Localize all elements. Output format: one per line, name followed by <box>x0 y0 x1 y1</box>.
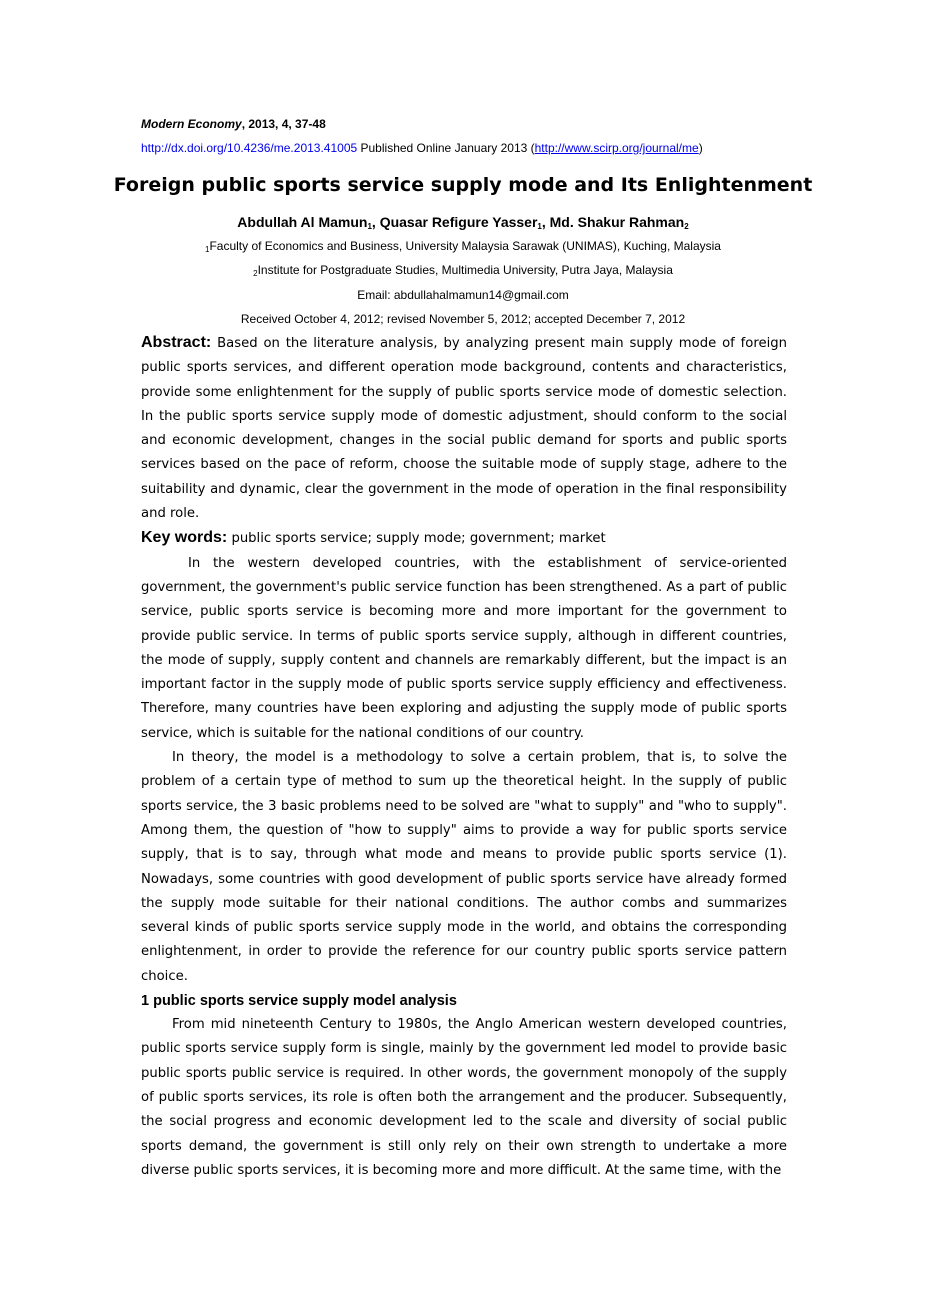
author-separator: , <box>371 214 380 230</box>
keywords-text: public sports service; supply mode; government; market <box>227 531 606 547</box>
author-affiliation-mark: 2 <box>684 222 689 231</box>
doi-line <box>141 141 703 155</box>
affiliation-mark: 2 <box>253 269 258 278</box>
affiliation-text: Institute for Postgraduate Studies, Multimedia University, Putra Jaya, Malaysia <box>257 263 673 277</box>
keywords-label: Key words: <box>141 529 228 547</box>
journal-url-link[interactable]: http://www.scirp.org/journal/me <box>534 141 699 155</box>
journal-ref: , 2013, 4, 37-48 <box>241 117 326 131</box>
affiliation-mark: 1 <box>205 245 210 254</box>
affiliation-text: Faculty of Economics and Business, University Malaysia Sarawak (UNIMAS), Kuching, Malaysia <box>209 239 721 253</box>
section-heading: 1 public sports service supply model analysis <box>141 993 457 1010</box>
affiliation-2 <box>0 263 926 278</box>
author-affiliation-mark: 1 <box>537 222 542 231</box>
author-affiliation-mark: 1 <box>367 222 372 231</box>
author-separator: , <box>541 214 550 230</box>
doi-link[interactable]: http://dx.doi.org/10.4236/me.2013.41005 <box>141 141 358 155</box>
journal-citation <box>141 117 326 131</box>
intro-paragraph-2: In theory, the model is a methodology to solve a certain problem, that is, to solve the problem of a certain type of method to sum up the theoretical height. In the supply of public sports service, the 3 basic problems need to be solved are "what to supply" and "who to supply". Among them, the question of "how to supply" aims to provide a way for public sports service supply, that is to say, through what mode and means to provide public sports service (1). Nowadays, some countries with good development of public sports service have already formed the supply mode suitable for their national conditions. The author combs and summarizes several kinds of public sports service supply mode in the world, and obtains the corresponding enlightenment, in order to provide the reference for our country public sports service pattern choice. <box>141 750 787 984</box>
keywords <box>141 526 787 551</box>
abstract-text: Based on the literature analysis, by analyzing present main supply mode of foreign public sports services, and different operation mode background, contents and characteristics, provide some enlightenment for the supply of public sports service mode of domestic selection. In the public sports service supply mode of domestic adjustment, should conform to the social and economic development, changes in the social public demand for sports and public sports services based on the pace of reform, choose the suitable mode of supply stage, adhere to the suitability and dynamic, clear the government in the mode of operation in the final responsibility and role. <box>141 336 787 522</box>
author-name: Quasar Refigure Yasser <box>379 214 538 230</box>
paper-body <box>141 331 787 1183</box>
journal-name: Modern Economy <box>141 117 242 131</box>
published-text: Published Online January 2013 ( <box>357 141 535 155</box>
author-name: Md. Shakur Rahman <box>549 214 685 230</box>
affiliation-1 <box>0 239 926 254</box>
received-dates: Received October 4, 2012; revised November 5, 2012; accepted December 7, 2012 <box>240 312 686 326</box>
author-email: Email: abdullahalmamun14@gmail.com <box>357 288 569 302</box>
paper-title: Foreign public sports service supply mode and Its Enlightenment <box>113 174 813 196</box>
intro-paragraph-1: In the western developed countries, with the establishment of service-oriented government, the government's public service function has been strengthened. As a part of public service, public sports service is becoming more and more important for the government to provide public service. In terms of public sports service supply, although in different countries, the mode of supply, supply content and channels are remarkably different, but the impact is an important factor in the supply mode of public sports service supply efficiency and effectiveness. Therefore, many countries have been exploring and adjusting the supply mode of public sports service, which is suitable for the national conditions of our country. <box>141 555 787 741</box>
abstract <box>141 331 787 526</box>
close-paren: ) <box>698 141 703 155</box>
author-name: Abdullah Al Mamun <box>237 214 368 230</box>
abstract-label: Abstract: <box>141 334 212 351</box>
author-list <box>0 214 926 231</box>
section-1-paragraph-1: From mid nineteenth Century to 1980s, the Anglo American western developed countries, public sports service supply form is single, mainly by the government led model to provide basic public sports public service is required. In other words, the government monopoly of the supply of public sports services, its role is often both the arrangement and the producer. Subsequently, the social progress and economic development led to the scale and diversity of social public sports demand, the government is still only rely on their own strength to undertake a more diverse public sports services, it is becoming more and more difficult. At the same time, with the <box>141 1017 787 1178</box>
